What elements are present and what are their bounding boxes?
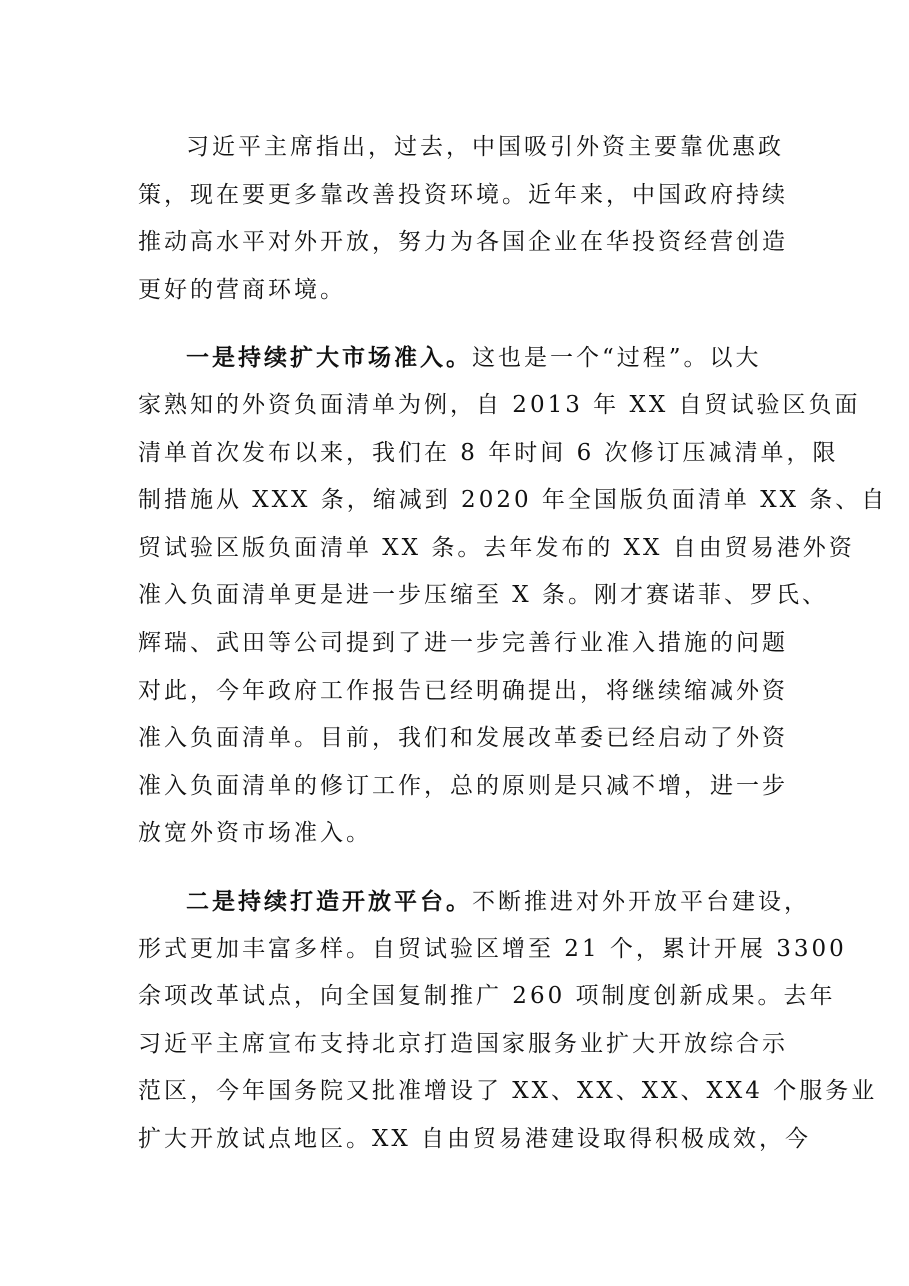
text-line: 贸试验区版负面清单 XX 条。去年发布的 XX 自由贸易港外资 xyxy=(138,534,855,561)
text-run: 这也是一个“过程”。以大 xyxy=(472,345,762,372)
text-line: 制措施从 XXX 条，缩减到 2020 年全国版负面清单 XX 条、自 xyxy=(138,487,888,514)
text-line: 习近平主席指出，过去，中国吸引外资主要靠优惠政 xyxy=(186,134,784,160)
text-line: 准入负面清单更是进一步压缩至 X 条。刚才赛诺菲、罗氏、 xyxy=(138,582,828,609)
text-line: 范区，今年国务院又批准增设了 XX、XX、XX、XX4 个服务业 xyxy=(138,1078,878,1105)
text-line: 清单首次发布以来，我们在 8 年时间 6 次修订压减清单，限 xyxy=(138,439,839,466)
text-line: 家熟知的外资负面清单为例，自 2013 年 XX 自贸试验区负面 xyxy=(138,391,861,418)
section-heading: 一是持续扩大市场准入。 xyxy=(186,344,472,372)
text-line: 更好的营商环境。 xyxy=(138,276,346,303)
text-line: 扩大开放试点地区。XX 自由贸易港建设取得积极成效，今 xyxy=(138,1125,812,1152)
text-line: 放宽外资市场准入。 xyxy=(138,820,372,847)
section-heading: 二是持续打造开放平台。 xyxy=(186,887,472,915)
paragraph-market-access xyxy=(138,334,888,858)
text-line xyxy=(138,878,810,926)
text-line: 推动高水平对外开放，努力为各国企业在华投资经营创造 xyxy=(138,229,788,256)
text-line: 准入负面清单的修订工作，总的原则是只减不增，进一步 xyxy=(138,772,788,799)
text-line: 准入负面清单。目前，我们和发展改革委已经启动了外资 xyxy=(138,725,788,752)
text-line: 辉瑞、武田等公司提到了进一步完善行业准入措施的问题 xyxy=(138,629,788,656)
document-page xyxy=(138,124,888,1163)
text-line: 余项改革试点，向全国复制推广 260 项制度创新成果。去年 xyxy=(138,983,836,1010)
text-run: 不断推进对外开放平台建设， xyxy=(472,888,810,915)
paragraph-intro xyxy=(138,124,788,314)
text-line xyxy=(138,334,778,382)
text-line: 习近平主席宣布支持北京打造国家服务业扩大开放综合示 xyxy=(138,1030,788,1057)
text-line: 策，现在要更多靠改善投资环境。近年来，中国政府持续 xyxy=(138,181,788,208)
text-line: 对此，今年政府工作报告已经明确提出，将继续缩减外资 xyxy=(138,677,788,704)
text-line: 形式更加丰富多样。自贸试验区增至 21 个，累计开展 3300 xyxy=(138,935,847,962)
paragraph-open-platform xyxy=(138,878,878,1164)
